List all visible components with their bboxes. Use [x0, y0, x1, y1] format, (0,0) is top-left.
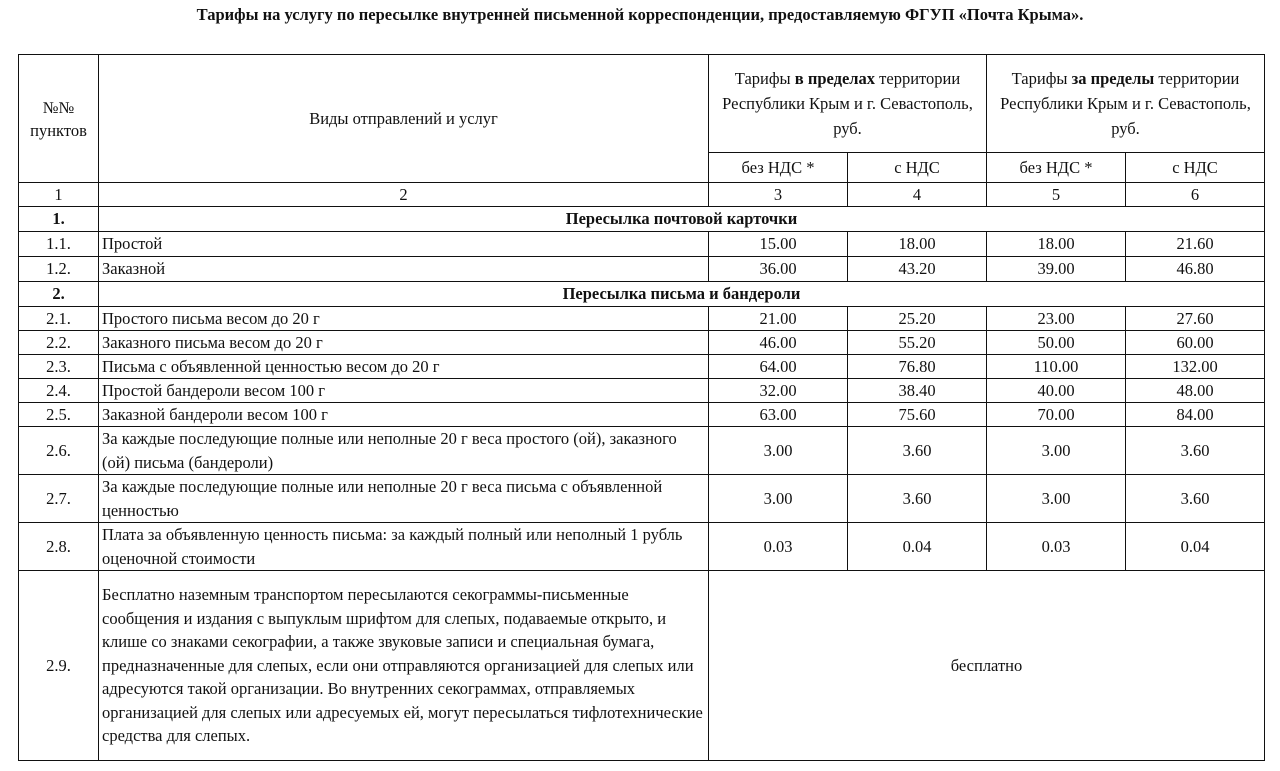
row-value: 50.00	[987, 331, 1126, 355]
row-value: 32.00	[709, 379, 848, 403]
row-value: 75.60	[848, 403, 987, 427]
row-name: Письма с объявленной ценностью весом до 20 г	[99, 355, 709, 379]
header-vat-outside: с НДС	[1126, 153, 1265, 183]
section-num: 1.	[19, 207, 99, 232]
section-title: Пересылка почтовой карточки	[99, 207, 1265, 232]
row-name: Заказной	[99, 257, 709, 282]
column-number: 3	[709, 183, 848, 207]
row-value: 110.00	[987, 355, 1126, 379]
row-value: 60.00	[1126, 331, 1265, 355]
row-value: 0.03	[709, 523, 848, 571]
row-num: 2.3.	[19, 355, 99, 379]
row-value: 0.04	[848, 523, 987, 571]
row-name: Простой бандероли весом 100 г	[99, 379, 709, 403]
row-value: 18.00	[987, 232, 1126, 257]
row-name: Заказной бандероли весом 100 г	[99, 403, 709, 427]
row-value: 15.00	[709, 232, 848, 257]
row-value: 3.60	[848, 475, 987, 523]
row-value: 38.40	[848, 379, 987, 403]
row-value: 55.20	[848, 331, 987, 355]
row-num: 2.9.	[19, 571, 99, 761]
row-value: 3.00	[987, 475, 1126, 523]
free-row	[19, 571, 1265, 761]
row-value: 3.00	[709, 427, 848, 475]
row-name: Простой	[99, 232, 709, 257]
table-row	[19, 355, 1265, 379]
row-num: 1.2.	[19, 257, 99, 282]
row-value: 48.00	[1126, 379, 1265, 403]
row-value: 21.00	[709, 307, 848, 331]
row-value: 3.60	[848, 427, 987, 475]
section-row	[19, 282, 1265, 307]
column-number-row	[19, 183, 1265, 207]
row-name: Заказного письма весом до 20 г	[99, 331, 709, 355]
document-title: Тарифы на услугу по пересылке внутренней письменной корреспонденции, предоставляемую ФГУП «Почта Крыма».	[196, 5, 1084, 24]
row-value: 3.00	[709, 475, 848, 523]
header-within-pre: Тарифы	[734, 69, 795, 88]
table-row	[19, 523, 1265, 571]
column-number: 1	[19, 183, 99, 207]
row-value: 132.00	[1126, 355, 1265, 379]
row-value: 3.60	[1126, 475, 1265, 523]
row-name: За каждые последующие полные или неполные 20 г веса простого (ой), заказного (ой) письма (бандероли)	[99, 427, 709, 475]
row-value: 0.03	[987, 523, 1126, 571]
row-num: 2.1.	[19, 307, 99, 331]
table-row	[19, 257, 1265, 282]
table-row	[19, 475, 1265, 523]
section-row	[19, 207, 1265, 232]
header-within-cell	[709, 55, 987, 153]
table-row	[19, 232, 1265, 257]
row-num: 2.2.	[19, 331, 99, 355]
row-value: 43.20	[848, 257, 987, 282]
row-value: 84.00	[1126, 403, 1265, 427]
row-value: 70.00	[987, 403, 1126, 427]
row-value: 27.60	[1126, 307, 1265, 331]
row-value: 21.60	[1126, 232, 1265, 257]
section-num: 2.	[19, 282, 99, 307]
table-row	[19, 331, 1265, 355]
header-no-vat-outside: без НДС *	[987, 153, 1126, 183]
header-types-cell: Виды отправлений и услуг	[99, 55, 709, 183]
header-within-bold: в пределах	[794, 69, 876, 88]
row-name: Плата за объявленную ценность письма: за каждый полный или неполный 1 рубль оценочной стоимости	[99, 523, 709, 571]
row-value: 39.00	[987, 257, 1126, 282]
row-num: 2.7.	[19, 475, 99, 523]
row-num: 2.6.	[19, 427, 99, 475]
table-row	[19, 379, 1265, 403]
column-number: 4	[848, 183, 987, 207]
row-value: 63.00	[709, 403, 848, 427]
column-number: 5	[987, 183, 1126, 207]
column-number: 6	[1126, 183, 1265, 207]
row-value: 64.00	[709, 355, 848, 379]
column-number: 2	[99, 183, 709, 207]
header-vat-within: с НДС	[848, 153, 987, 183]
tariff-table	[18, 54, 1265, 761]
table-row	[19, 427, 1265, 475]
row-name: Бесплатно наземным транспортом пересылаются секограммы-письменные сообщения и издания с выпуклым шрифтом для слепых, подаваемые открыто, и клише со знаками секографии, а также звуковые записи и специальная бумага, предназначенные для слепых, если они отправляются организацией для слепых или адресуются такой организации. Во внутренних секограммах, отправляемых организацией для слепых или адресуемых ей, могут пересылаться тифлотехнические средства для слепых.	[99, 571, 709, 761]
row-value: 3.00	[987, 427, 1126, 475]
row-name: За каждые последующие полные или неполные 20 г веса письма с объявленной ценностью	[99, 475, 709, 523]
row-value: 76.80	[848, 355, 987, 379]
table-row	[19, 307, 1265, 331]
header-row	[19, 55, 1265, 153]
free-value: бесплатно	[709, 571, 1265, 761]
row-value: 23.00	[987, 307, 1126, 331]
row-value: 46.80	[1126, 257, 1265, 282]
row-num: 2.4.	[19, 379, 99, 403]
header-within-post: территории Республики Крым и г. Севастополь, руб.	[722, 69, 973, 138]
row-value: 25.20	[848, 307, 987, 331]
header-outside-pre: Тарифы	[1011, 69, 1072, 88]
row-num: 2.8.	[19, 523, 99, 571]
row-value: 36.00	[709, 257, 848, 282]
row-value: 18.00	[848, 232, 987, 257]
table-row	[19, 403, 1265, 427]
row-value: 0.04	[1126, 523, 1265, 571]
header-outside-post: территории Республики Крым и г. Севастополь, руб.	[1000, 69, 1251, 138]
header-no-vat-within: без НДС *	[709, 153, 848, 183]
row-value: 3.60	[1126, 427, 1265, 475]
row-name: Простого письма весом до 20 г	[99, 307, 709, 331]
header-outside-cell	[987, 55, 1265, 153]
row-value: 46.00	[709, 331, 848, 355]
row-num: 2.5.	[19, 403, 99, 427]
section-title: Пересылка письма и бандероли	[99, 282, 1265, 307]
header-outside-bold: за пределы	[1071, 69, 1155, 88]
row-value: 40.00	[987, 379, 1126, 403]
row-num: 1.1.	[19, 232, 99, 257]
header-num-cell: №№ пунктов	[19, 55, 99, 183]
